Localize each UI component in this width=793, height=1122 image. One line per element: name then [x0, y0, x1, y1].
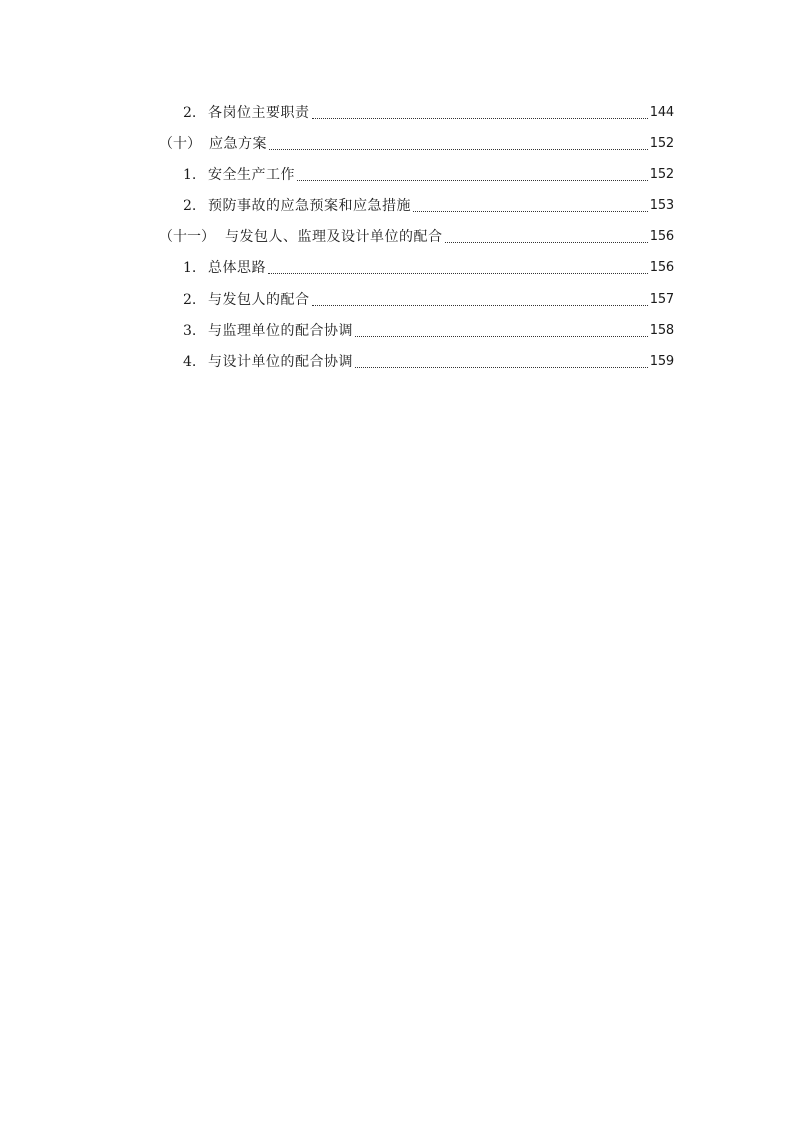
- toc-entry-number: 2.: [183, 105, 197, 121]
- toc-entry[interactable]: [159, 132, 674, 154]
- toc-entry[interactable]: [183, 350, 674, 372]
- toc-entry[interactable]: [159, 225, 674, 247]
- toc-entry-number: （十一）: [159, 229, 215, 245]
- toc-entry[interactable]: [183, 319, 674, 341]
- toc-entry-page: 159: [649, 354, 674, 369]
- toc-entry-title: 应急方案: [209, 136, 267, 152]
- dot-leader: [297, 179, 648, 181]
- toc-entry-page: 152: [649, 167, 674, 182]
- toc-entry-title: 预防事故的应急预案和应急措施: [208, 198, 411, 214]
- dot-leader: [445, 241, 648, 243]
- dot-leader: [269, 148, 648, 150]
- toc-entry-page: 157: [649, 292, 674, 307]
- toc-entry[interactable]: [183, 101, 674, 123]
- toc-entry-title: 与发包人的配合: [208, 292, 310, 308]
- dot-leader: [312, 304, 648, 306]
- toc-entry[interactable]: [183, 256, 674, 278]
- toc-entry-title: 各岗位主要职责: [208, 105, 310, 121]
- dot-leader: [413, 210, 648, 212]
- dot-leader: [355, 366, 648, 368]
- toc-entry-page: 152: [649, 136, 674, 151]
- toc-entry-number: 1.: [183, 260, 197, 276]
- toc-entry-title: 安全生产工作: [208, 167, 295, 183]
- toc-entry-page: 158: [649, 323, 674, 338]
- toc-entry-number: 4.: [183, 354, 197, 370]
- dot-leader: [312, 117, 648, 119]
- toc-entry[interactable]: [183, 163, 674, 185]
- toc-entry-title: 总体思路: [208, 260, 266, 276]
- toc-entry[interactable]: [183, 288, 674, 310]
- toc-entry-number: 2.: [183, 198, 197, 214]
- toc-entry-page: 156: [649, 260, 674, 275]
- toc-entry-title: 与设计单位的配合协调: [208, 354, 353, 370]
- toc-entry-page: 156: [649, 229, 674, 244]
- dot-leader: [268, 272, 648, 274]
- toc-entry-number: 2.: [183, 292, 197, 308]
- toc-entry-title: 与发包人、监理及设计单位的配合: [225, 229, 443, 245]
- toc-entry-title: 与监理单位的配合协调: [208, 323, 353, 339]
- toc-entry-number: 3.: [183, 323, 197, 339]
- toc-entry-page: 144: [649, 105, 674, 120]
- toc-entry[interactable]: [183, 194, 674, 216]
- dot-leader: [355, 335, 648, 337]
- toc-entry-number: 1.: [183, 167, 197, 183]
- toc-entry-page: 153: [649, 198, 674, 213]
- toc-entry-number: （十）: [159, 136, 201, 152]
